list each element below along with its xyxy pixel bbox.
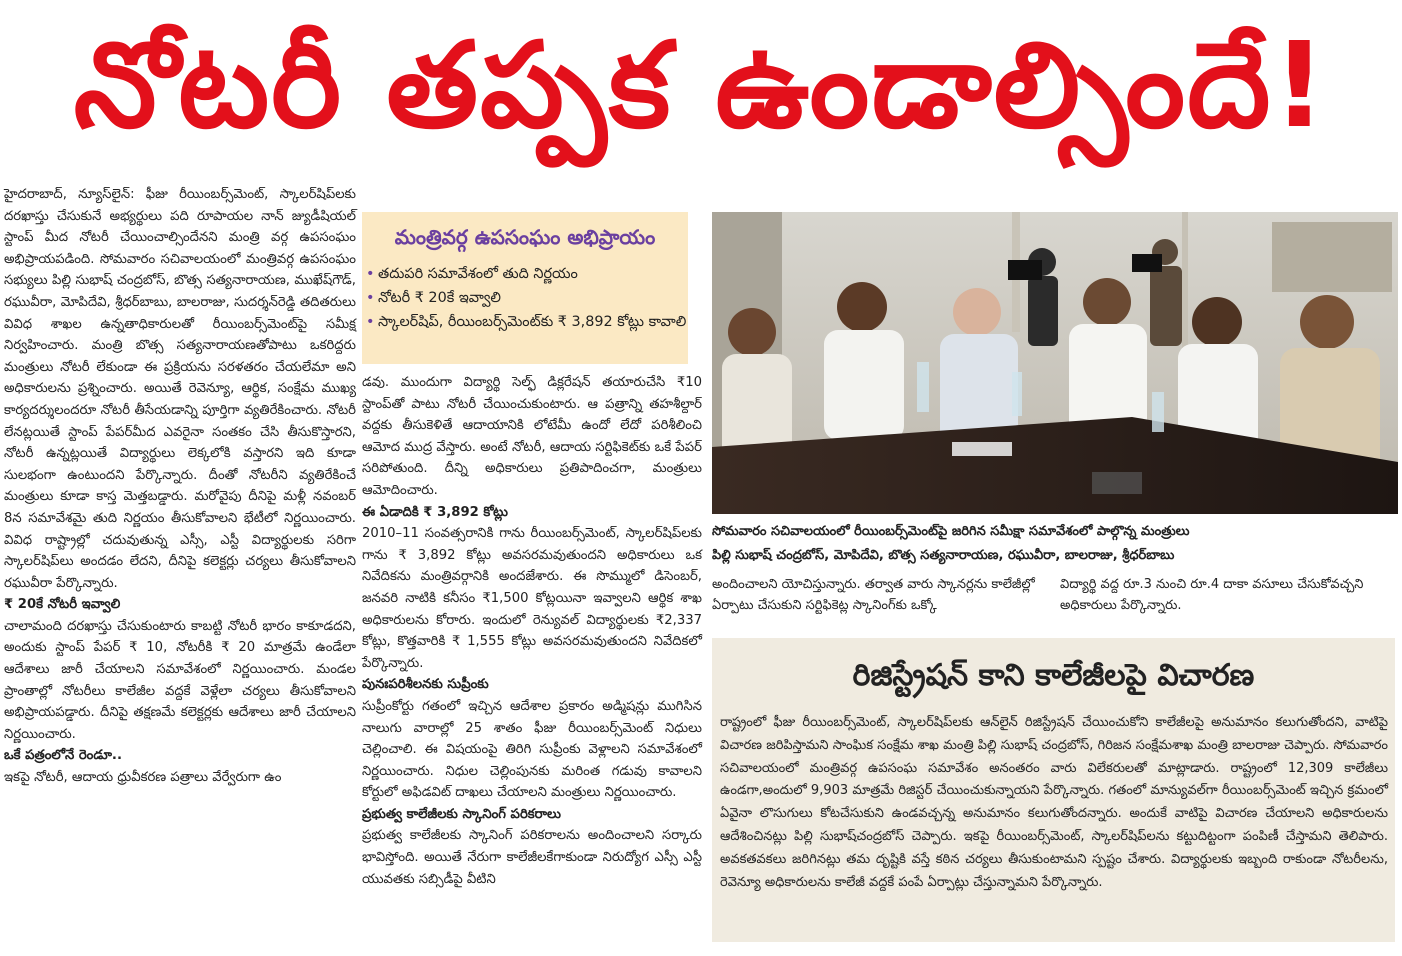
highlight-item: • తదుపరి సమావేశంలో తుది నిర్ణయం [378, 262, 690, 286]
highlight-item: • స్కాలర్‌షిప్, రీయింబర్స్‌మెంట్‌కు ₹ 3,892 కోట్లు కావాలి [378, 310, 690, 334]
highlights-title: మంత్రివర్గ ఉపసంఘం అభిప్రాయం [394, 225, 656, 249]
subheading: ప్రభుత్వ కాలేజీలకు స్కానింగ్ పరికరాలు [362, 806, 561, 822]
paragraph: ఇకపై నోటరీ, ఆదాయ ధ్రువీకరణ పత్రాలు వేర్వేరుగా ఉం [4, 770, 282, 786]
paragraph: 2010–11 సంవత్సరానికి గాను రీయింబర్స్‌మెంట్, స్కాలర్‌షిప్‌లకు గాను ₹ 3,892 కోట్లు అవసరమవుతుందని అధికారులు ఒక నివేదికను మంత్రివర్గానికి అందజేశారు. ఈ సొమ్ములో డిసెంబర్, జనవరి నాటికి కనీసం ₹1,500 కోట్లయినా ఇవ్వాలని ఆర్థిక శాఖ అధికారులను కోరారు. ఇందులో రెన్యువల్ విద్యార్థులకు ₹2,337 కోట్లు, కొత్తవారికి ₹ 1,555 కోట్లు అవసరమవుతుందని నివేదికలో పేర్కొన్నారు. [362, 526, 702, 671]
sidebar-story-body: రాష్ట్రంలో ఫీజు రీయింబర్స్‌మెంట్, స్కాలర్‌షిప్‌లకు ఆన్‌లైన్ రిజిస్ట్రేషన్ చేయించుకోని కాలేజీలపై అనుమానం కలుగుతోందని, వాటిపై విచారణ జరిపిస్తామని సాంఘిక సంక్షేమ శాఖ మంత్రి పిల్లి సుభాష్ చంద్రబోస్, గిరిజన సంక్షేమశాఖ మంత్రి బాలరాజు చెప్పారు. సోమవారం సచివాలయంలో మంత్రివర్గ ఉపసంఘ సమావేశం అనంతరం వారు విలేకరులతో మాట్లాడారు. రాష్ట్రంలో 12,309 కాలేజీలు ఉండగా,అందులో 9,903 మాత్రమే రిజిస్టర్ చేయించుకున్నాయని పేర్కొన్నారు. గతంలో మాన్యువల్‌గా రీయింబర్స్‌మెంట్ ఇచ్చిన క్రమంలో ఏవైనా లొసుగులు కోటచేసుకుని ఉండవచ్చన్న అనుమానం కలుగుతోందన్నారు. అందుకే వాటిపై విచారణ చేయాలని అధికారులను ఆదేశించినట్లు పిల్లి సుభాష్‌చంద్రబోస్ చెప్పారు. ఇకపై రీయింబర్స్‌మెంట్, స్కాలర్‌షిప్‌లను కట్టుదిట్టంగా పంపిణీ చేస్తామని తెలిపారు. అవకతవకలు జరిగినట్లు తమ దృష్టికి వస్తే కఠిన చర్యలు తీసుకుంటామని స్పష్టం చేశారు. విద్యార్థులకు ఇబ్బంది రాకుండా నోటరీలను, రెవెన్యూ అధికారులను కాలేజీ వద్దకే పంపే ఏర్పాట్లు చేస్తున్నామని పేర్కొన్నారు. [720, 715, 1388, 890]
paragraph: డవు. ముందుగా విద్యార్థి సెల్ఫ్ డిక్లరేషన్ తయారుచేసి ₹10 స్టాంప్‌తో పాటు నోటరీ చేయించుకుంటారు. ఆ పత్రాన్ని తహశీల్దార్ వద్దకు తీసుకెళితే ఆదాయానికి లోటేమీ ఉందో లేదో పరిశీలించి ఆమోద ముద్ర వేస్తారు. అంటే నోటరీ, ఆదాయ సర్టిఫికెట్‌కు ఒకే పేపర్ సరిపోతుంది. దీన్ని అధికారులు ప్రతిపాదించగా, మంత్రులు ఆమోదించారు. [362, 375, 702, 498]
paragraph: ప్రభుత్వ కాలేజీలకు స్కానింగ్ పరికరాలను అందించాలని సర్కారు భావిస్తోంది. అయితే నేరుగా కాలేజీలకేగాకుండా నిరుద్యోగ ఎస్సీ ఎస్టీ యువతకు సబ్సిడీపై వీటిని [362, 828, 702, 887]
highlight-item: • నోటరీ ₹ 20కే ఇవ్వాలి [378, 286, 690, 310]
meeting-photo [712, 212, 1398, 514]
highlights-box [362, 212, 688, 364]
sidebar-story [712, 638, 1395, 942]
caption-line: సోమవారం సచివాలయంలో రీయింబర్స్‌మెంట్‌పై జరిగిన సమీక్షా సమావేశంలో పాల్గొన్న మంత్రులు [712, 524, 1190, 539]
photo-caption [712, 520, 1398, 568]
article-column-1 [4, 184, 356, 789]
highlights-list [364, 262, 690, 334]
subheading: ఈ ఏడాదికి ₹ 3,892 కోట్లు [362, 504, 508, 520]
paragraph: సుప్రీంకోర్టు గతంలో ఇచ్చిన ఆదేశాల ప్రకారం అడ్మిషన్లు ముగిసిన నాలుగు వారాల్లో 25 శాతం ఫీజు రీయింబర్స్‌మెంట్ నిధులు చెల్లించాలి. ఈ విషయంపై తిరిగి సుప్రీంకు వెళ్లాలని సమావేశంలో నిర్ణయించారు. నిధుల చెల్లింపునకు మరింత గడువు కావాలని కోర్టులో అఫిడవిట్ దాఖలు చేయాలని మంత్రులు నిర్ణయించారు. [362, 698, 702, 801]
sidebar-story-title: రిజిస్ట్రేషన్ కాని కాలేజీలపై విచారణ [852, 658, 1255, 693]
headline: నోటరీ తప్పక ఉండాల్సిందే! [73, 16, 1329, 154]
continuation-text-right: విద్యార్థి వద్ద రూ.3 నుంచి రూ.4 దాకా వసూలు చేసుకోవచ్చని అధికారులు పేర్కొన్నారు. [1060, 577, 1364, 613]
article-column-2 [362, 372, 702, 890]
subheading: ₹ 20కే నోటరీ ఇవ్వాలి [4, 597, 121, 613]
continuation-text-left: అందించాలని యోచిస్తున్నారు. తర్వాత వారు స్కానర్లను కాలేజీల్లో ఏర్పాటు చేసుకుని సర్టిఫికెట్ల స్కానింగ్‌కు ఒక్కో [712, 577, 1035, 613]
subheading: పునఃపరిశీలనకు సుప్రీంకు [362, 677, 489, 693]
paragraph: హైదరాబాద్, న్యూస్‌లైన్: ఫీజు రీయింబర్స్‌మెంట్, స్కాలర్‌షిప్‌లకు దరఖాస్తు చేసుకునే అభ్యర్థులు పది రూపాయల నాన్ జ్యుడీషియల్ స్టాంప్ మీద నోటరీ చేయించాల్సిందేనని మంత్రి వర్గ ఉపసంఘం అభిప్రాయపడింది. సోమవారం సచివాలయంలో మంత్రివర్గ ఉపసంఘం సభ్యులు పిల్లి సుభాష్ చంద్రబోస్, బొత్స సత్యనారాయణ, ముఖేష్‌గౌడ్, రఘువీరా, మోపిదేవి, శ్రీధర్‌బాబు, బాలరాజు, సుదర్శన్‌రెడ్డి తదితరులు వివిధ శాఖల ఉన్నతాధికారులతో రీయింబర్స్‌మెంట్‌పై సమీక్ష నిర్వహించారు. మంత్రి బొత్స సత్యనారాయణతోపాటు ఒకరిద్దరు మంత్రులు నోటరీ లేకుండా ఈ ప్రక్రియను సరళతరం చేయలేమా అని అధికారులను ప్రశ్నించారు. అయితే రెవెన్యూ, ఆర్థిక, సంక్షేమ ముఖ్య కార్యదర్శులందరూ నోటరీ తీసేయడాన్ని పూర్తిగా వ్యతిరేకించారు. నోటరీ లేనట్లయితే స్టాంప్ పేపర్‌మీద ఎవరైనా సంతకం చేసి తీసుకొస్తారని, నోటరీ ఉన్నట్లయితే విద్యార్థులు లెక్కలోకి వస్తారని ఇది కూడా సులభంగా ఉంటుందని పేర్కొన్నారు. దీంతో నోటరీని వ్యతిరేకించే మంత్రులు కూడా కాస్త మెత్తబడ్డారు. మరోవైపు దీనిపై మళ్లీ నవంబర్ 8న సమావేశమై తుది నిర్ణయం తీసుకోవాలని భేటీలో నిర్ణయించారు. వివిధ రాష్ట్రాల్లో చదువుతున్న ఎస్సీ, ఎస్టీ విద్యార్థులకు సరిగా స్కాలర్‌షిప్‌లు అందడం లేదని, దీనిపై కలెక్టర్లు చర్యలు తీసుకోవాలని రఘువీరా పేర్కొన్నారు. [4, 187, 356, 591]
caption-line: పిల్లి సుభాష్ చంద్రబోస్, మోపిదేవి, బొత్స సత్యనారాయణ, రఘువీరా, బాలరాజు, శ్రీధర్‌బాబు [712, 548, 1175, 563]
paragraph: చాలామంది దరఖాస్తు చేసుకుంటారు కాబట్టి నోటరీ భారం కాకూడదని, అందుకు స్టాంప్ పేపర్ ₹ 10, నోటరీకి ₹ 20 మాత్రమే ఉండేలా ఆదేశాలు జారీ చేయాలని సమావేశంలో నిర్ణయించారు. మండల ప్రాంతాల్లో నోటరీలు కాలేజీల వద్దకే వెళ్లేలా చర్యలు తీసుకోవాలని అభిప్రాయపడ్డారు. దీనిపై తక్షణమే కలెక్టర్లకు ఆదేశాలు జారీ చేయాలని నిర్ణయించారు. [4, 618, 356, 742]
meeting-photo-image [712, 212, 1398, 514]
subheading: ఒకే పత్రంలోనే రెండూ.. [4, 748, 122, 764]
